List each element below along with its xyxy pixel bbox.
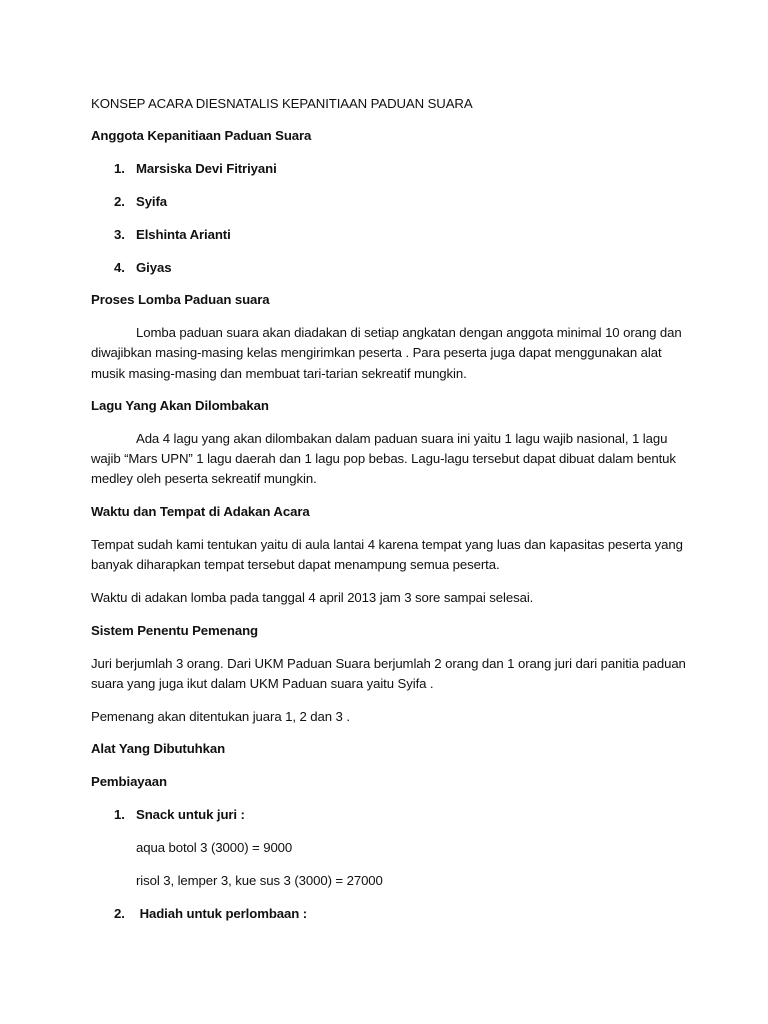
time-place-heading: Waktu dan Tempat di Adakan Acara (91, 504, 310, 519)
paragraph-line: banyak diharapkan tempat tersebut dapat menampung semua peserta. (91, 557, 500, 572)
list-number: 1. (114, 161, 125, 176)
list-item: Snack untuk juri : (136, 807, 245, 822)
list-number: 1. (114, 807, 125, 822)
paragraph-line: Juri berjumlah 3 orang. Dari UKM Paduan Suara berjumlah 2 orang dan 1 orang juri dari panitia paduan (91, 656, 686, 671)
budget-heading: Pembiayaan (91, 774, 167, 789)
paragraph-line: Waktu di adakan lomba pada tanggal 4 april 2013 jam 3 sore sampai selesai. (91, 590, 534, 605)
document-title: KONSEP ACARA DIESNATALIS KEPANITIAAN PADUAN SUARA (91, 96, 473, 111)
budget-sub-item: aqua botol 3 (3000) = 9000 (136, 840, 293, 855)
paragraph-line: suara yang juga ikut dalam UKM Paduan suara yaitu Syifa . (91, 676, 434, 691)
paragraph-line: diwajibkan masing-masing kelas mengirimkan peserta . Para peserta juga dapat menggunakan alat (91, 345, 662, 360)
paragraph-line: medley oleh peserta sekreatif mungkin. (91, 471, 317, 486)
list-item: Elshinta Arianti (136, 227, 231, 242)
paragraph-line: Ada 4 lagu yang akan dilombakan dalam paduan suara ini yaitu 1 lagu wajib nasional, 1 lagu (136, 431, 668, 446)
judging-heading: Sistem Penentu Pemenang (91, 623, 258, 638)
paragraph-line: wajib “Mars UPN” 1 lagu daerah dan 1 lagu pop bebas. Lagu-lagu tersebut dapat dibuat dalam bentuk (91, 451, 676, 466)
list-item: Marsiska Devi Fitriyani (136, 161, 277, 176)
paragraph-line: musik masing-masing dan membuat tari-tarian sekreatif mungkin. (91, 366, 467, 381)
paragraph-line: Lomba paduan suara akan diadakan di setiap angkatan dengan anggota minimal 10 orang dan (136, 325, 682, 340)
list-number: 2. (114, 906, 125, 921)
list-item: Syifa (136, 194, 168, 209)
members-heading: Anggota Kepanitiaan Paduan Suara (91, 128, 312, 143)
list-number: 2. (114, 194, 125, 209)
list-number: 4. (114, 260, 125, 275)
list-item: Giyas (136, 260, 172, 275)
list-item: Hadiah untuk perlombaan : (136, 906, 308, 921)
process-heading: Proses Lomba Paduan suara (91, 292, 270, 307)
paragraph-line: Pemenang akan ditentukan juara 1, 2 dan 3 . (91, 709, 350, 724)
songs-heading: Lagu Yang Akan Dilombakan (91, 398, 269, 413)
equipment-heading: Alat Yang Dibutuhkan (91, 741, 226, 756)
list-number: 3. (114, 227, 125, 242)
budget-sub-item: risol 3, lemper 3, kue sus 3 (3000) = 27000 (136, 873, 383, 888)
paragraph-line: Tempat sudah kami tentukan yaitu di aula lantai 4 karena tempat yang luas dan kapasitas peserta yang (91, 537, 683, 552)
